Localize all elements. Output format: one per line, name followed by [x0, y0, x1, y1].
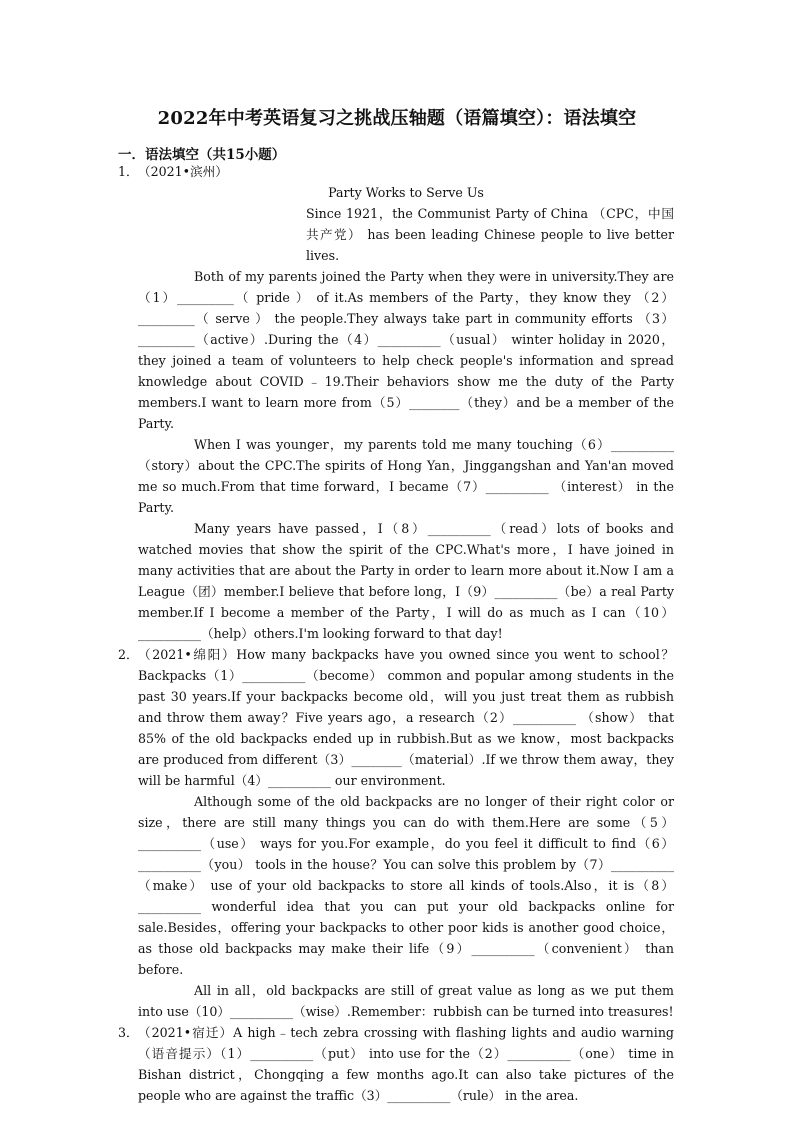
passage-title: Party Works to Serve Us: [328, 185, 484, 200]
passage-paragraph: All in all，old backpacks are still of great value as long as we put them into use（10）__________（wise）.Remember：rubbish can be turned into treasures!: [138, 983, 674, 1019]
passage-paragraph: When I was younger，my parents told me many touching（6）__________（story）about the CPC.The spirits of Hong Yan，Jinggangshan and Yan'an moved me so much.From that time forward，I became（7）__________ （interest） in the Party.: [138, 437, 674, 515]
section-heading: 一．语法填空（共15小题）: [118, 147, 286, 163]
question-2: [118, 644, 674, 1022]
question-source: （2021•滨州）: [138, 164, 228, 179]
question-number: 2．: [118, 647, 139, 662]
passage-text: A high﹣tech zebra crossing with flashing lights and audio warning（语音提示）（1）__________（put） into use for the（2）__________（one） time in Bishan district，Chongqing a few months ago.It can also take pictures of the people who are against the traffic（3）__________（rule） in the area.: [138, 1025, 674, 1103]
passage-paragraph: Many years have passed，I（8）__________（read）lots of books and watched movies that show the spirit of the CPC.What's more，I have joined in many activities that are about the Party in order to learn more about it.Now I am a League（团）member.I believe that before long，I（9）__________（be）a real Party member.If I become a member of the Party，I will do as much as I can（10）__________（help）others.I'm looking forward to that day!: [138, 521, 674, 641]
passage-paragraph: [138, 644, 674, 791]
document-body: [118, 161, 674, 1106]
passage-paragraph: Since 1921，the Communist Party of China （CPC，中国共产党） has been leading Chinese people to live better lives.: [306, 206, 674, 263]
question-number: 3．: [118, 1025, 139, 1040]
passage-paragraph: Although some of the old backpacks are no longer of their right color or size，there are still many things you can do with them.Here are some（5）__________（use） ways for you.For example，do you feel it difficult to find（6）__________（you） tools in the house？You can solve this problem by（7）__________（make） use of your old backpacks to store all kinds of tools.Also，it is（8）__________ wonderful idea that you can put your old backpacks online for sale.Besides，offering your backpacks to other poor kids is another good choice，as those old backpacks may make their life（9）__________（convenient） than before.: [138, 794, 674, 977]
question-source: （2021•宿迁）: [138, 1025, 234, 1040]
question-source: （2021•绵阳）: [138, 647, 237, 662]
page-title: 2022年中考英语复习之挑战压轴题（语篇填空）：语法填空: [157, 108, 637, 129]
passage-text: How many backpacks have you owned since you went to school？Backpacks（1）__________（become） common and popular among students in the past 30 years.If your backpacks become old，will you just treat them as rubbish and throw them away？Five years ago，a research（2）__________ （show） that 85% of the old backpacks ended up in rubbish.But as we know，most backpacks are produced from different（3）________（material）.If we throw them away，they will be harmful（4）__________ our environment.: [138, 647, 674, 788]
question-1: [118, 161, 674, 644]
question-3: [118, 1022, 674, 1106]
passage-paragraph: [138, 1022, 674, 1106]
passage-paragraph: Both of my parents joined the Party when they were in university.They are （1）_________（ pride ） of it.As members of the Party，they know they （2）_________（ serve ） the people.They always take part in community efforts （3）_________（active）.During the（4）__________（usual） winter holiday in 2020，they joined a team of volunteers to help check people's information and spread knowledge about COVID﹣19.Their behaviors show me the duty of the Party members.I want to learn more from（5）________（they）and be a member of the Party.: [138, 269, 674, 431]
question-number: 1．: [118, 164, 139, 179]
